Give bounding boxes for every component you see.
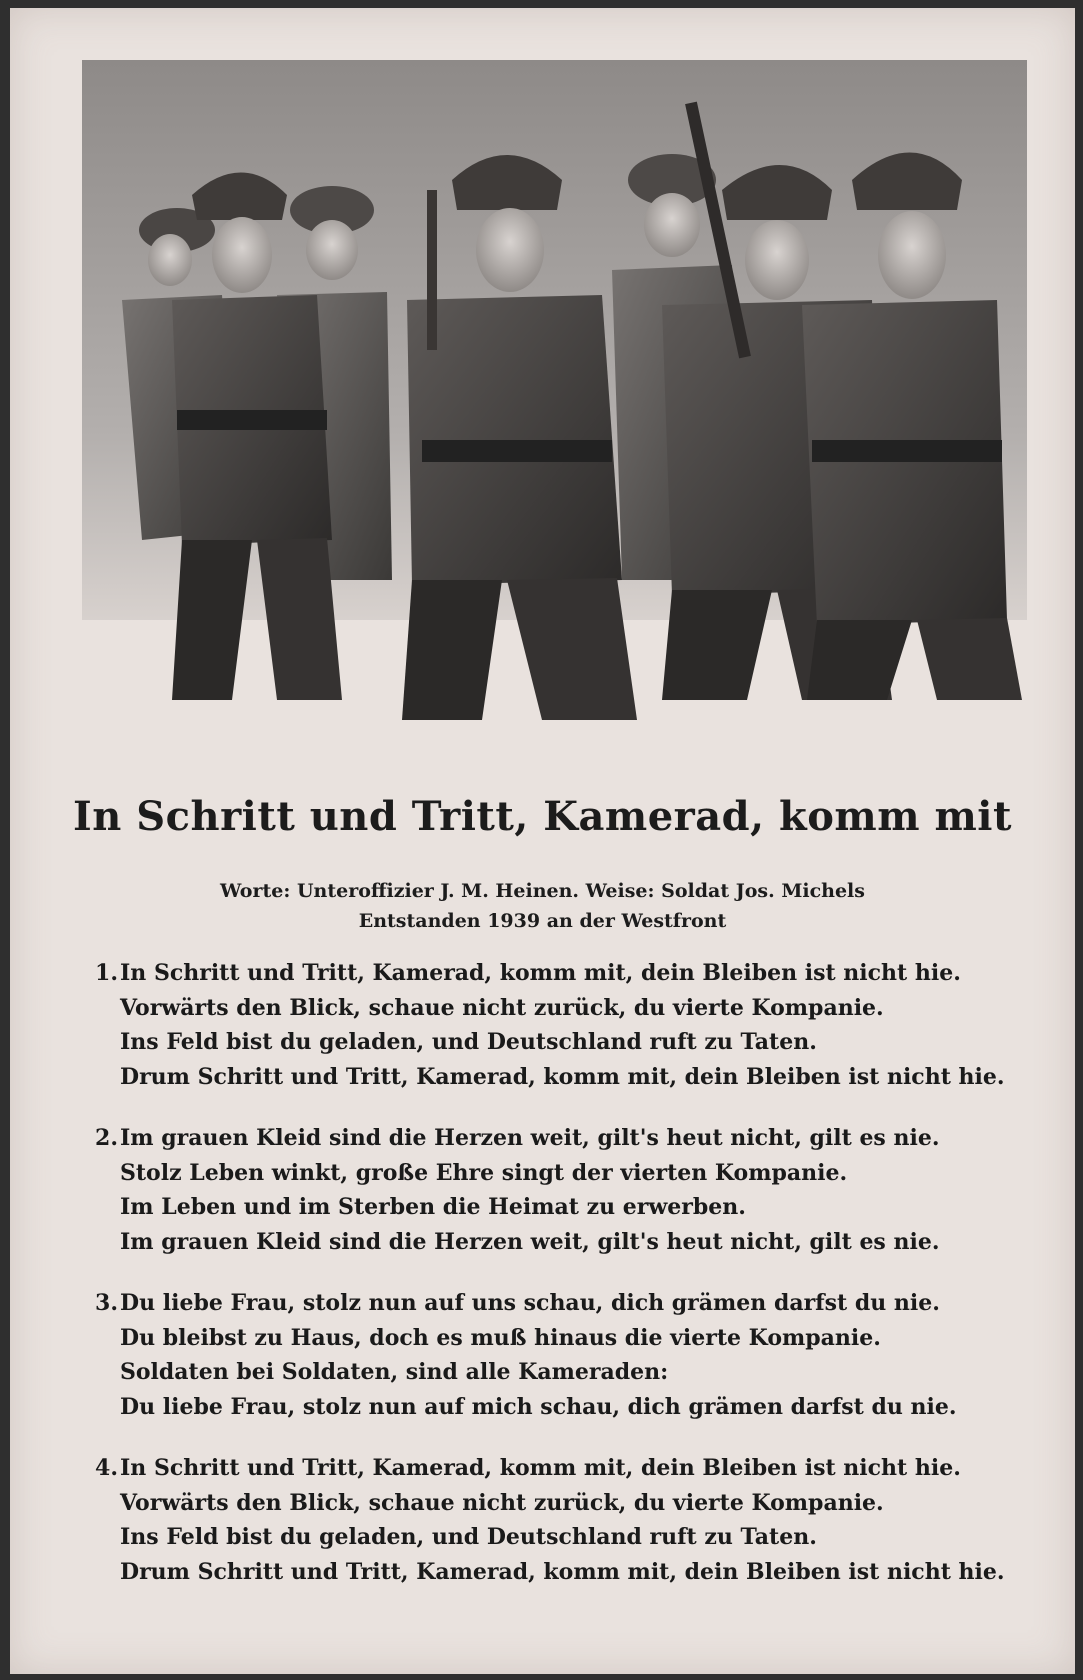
verse-line: Im grauen Kleid sind die Herzen weit, gilt's heut nicht, gilt es nie.: [120, 1228, 940, 1255]
verse-2: [82, 1121, 1042, 1259]
verse-line: Drum Schritt und Tritt, Kamerad, komm mit, dein Bleiben ist nicht hie.: [120, 1063, 1005, 1090]
verse-line: Du bleibst zu Haus, doch es muß hinaus die vierte Kompanie.: [120, 1324, 881, 1351]
verse-line: Im Leben und im Sterben die Heimat zu erwerben.: [120, 1194, 746, 1220]
verse-line: Im grauen Kleid sind die Herzen weit, gilt's heut nicht, gilt es nie.: [120, 1125, 940, 1151]
verse-number: 2.: [95, 1125, 118, 1151]
song-verses: [82, 956, 1042, 1616]
verse-line: Soldaten bei Soldaten, sind alle Kameraden:: [120, 1359, 669, 1385]
postcard: [10, 8, 1075, 1674]
verse-line: Du liebe Frau, stolz nun auf uns schau, dich grämen darfst du nie.: [120, 1290, 940, 1316]
verse-3: [82, 1286, 1042, 1424]
verse-line: Stolz Leben winkt, große Ehre singt der vierten Kompanie.: [120, 1159, 848, 1186]
credits-authors: Worte: Unteroffizier J. M. Heinen. Weise: Soldat Jos. Michels: [220, 880, 865, 902]
verse-line: In Schritt und Tritt, Kamerad, komm mit, dein Bleiben ist nicht hie.: [120, 1455, 961, 1481]
verse-line: Ins Feld bist du geladen, und Deutschland ruft zu Taten.: [120, 1029, 817, 1055]
verse-1: [82, 956, 1042, 1094]
verse-4: [82, 1451, 1042, 1589]
verse-line: Drum Schritt und Tritt, Kamerad, komm mit, dein Bleiben ist nicht hie.: [120, 1558, 1005, 1585]
verse-number: 1.: [95, 960, 118, 986]
song-title: In Schritt und Tritt, Kamerad, komm mit: [73, 793, 1012, 840]
verse-line: Vorwärts den Blick, schaue nicht zurück, du vierte Kompanie.: [120, 1489, 884, 1516]
marching-soldiers-illustration: [82, 60, 1027, 780]
verse-number: 3.: [95, 1290, 118, 1316]
credits-origin: Entstanden 1939 an der Westfront: [358, 910, 727, 932]
verse-line: Ins Feld bist du geladen, und Deutschland ruft zu Taten.: [120, 1524, 817, 1550]
verse-number: 4.: [95, 1455, 118, 1481]
verse-line: Du liebe Frau, stolz nun auf mich schau, dich grämen darfst du nie.: [120, 1393, 957, 1420]
verse-line: Vorwärts den Blick, schaue nicht zurück, du vierte Kompanie.: [120, 994, 884, 1021]
song-credits: [10, 876, 1075, 936]
verse-line: In Schritt und Tritt, Kamerad, komm mit, dein Bleiben ist nicht hie.: [120, 960, 961, 986]
